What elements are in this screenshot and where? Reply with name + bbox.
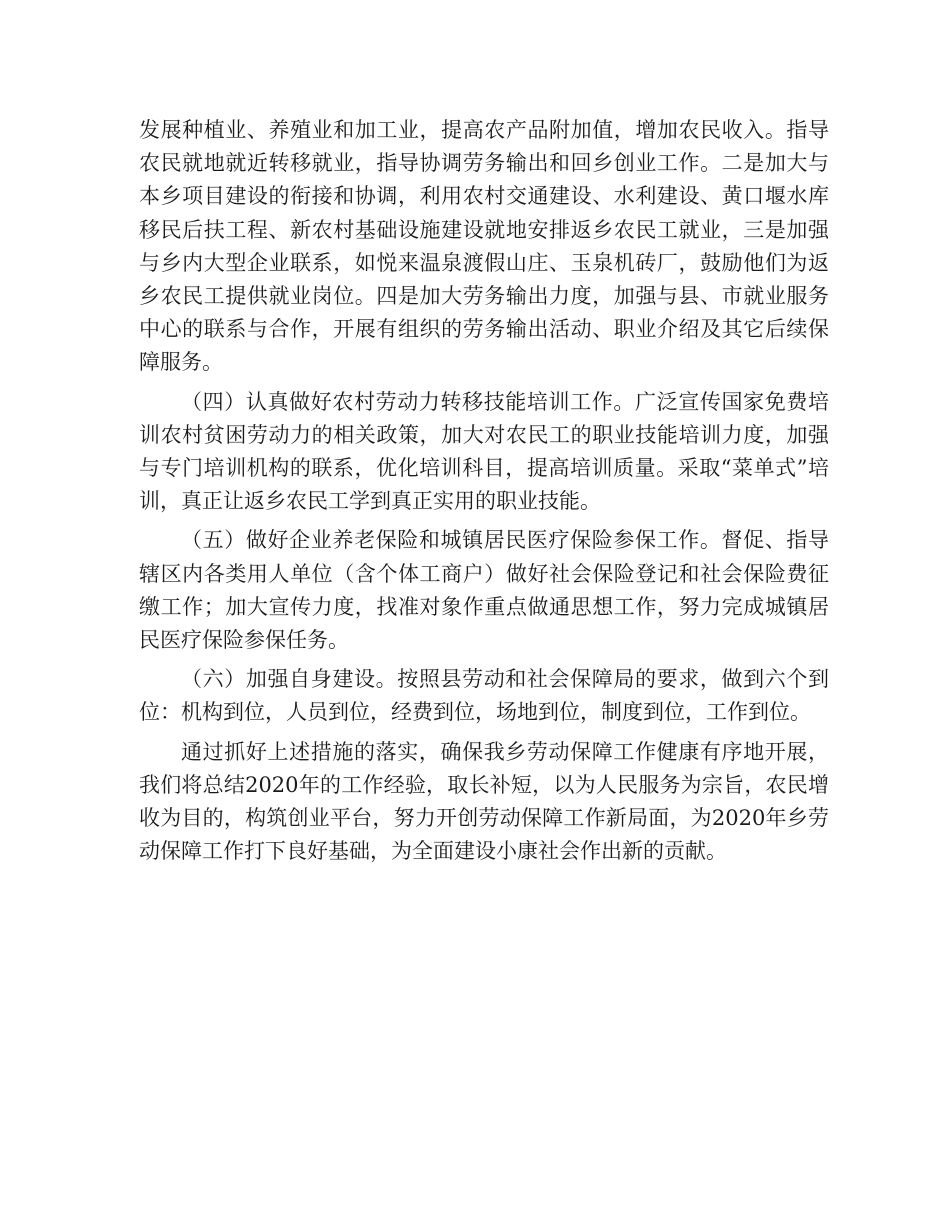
document-body (139, 114, 829, 868)
paragraph-insurance: （五）做好企业养老保险和城镇居民医疗保险参保工作。督促、指导辖区内各类用人单位（含个体工商户）做好社会保险登记和社会保险费征缴工作；加大宣传力度，找准对象作重点做通思想工作，努力完成城镇居民医疗保险参保任务。 (139, 528, 829, 653)
paragraph-skills-training: （四）认真做好农村劳动力转移技能培训工作。广泛宣传国家免费培训农村贫困劳动力的相关政策，加大对农民工的职业技能培训力度，加强与专门培训机构的联系，优化培训科目，提高培训质量。采取“菜单式”培训，真正让返乡农民工学到真正实用的职业技能。 (139, 389, 829, 514)
paragraph-conclusion: 通过抓好上述措施的落实，确保我乡劳动保障工作健康有序地开展，我们将总结2020年的工作经验，取长补短，以为人民服务为宗旨，农民增收为目的，构筑创业平台，努力开创劳动保障工作新局面，为2020年乡劳动保障工作打下良好基础，为全面建设小康社会作出新的贡献。 (139, 739, 829, 864)
paragraph-continuation: 发展种植业、养殖业和加工业，提高农产品附加值，增加农民收入。指导农民就地就近转移就业，指导协调劳务输出和回乡创业工作。二是加大与本乡项目建设的衔接和协调，利用农村交通建设、水利建设、黄口堰水库移民后扶工程、新农村基础设施建设就地安排返乡农民工就业，三是加强与乡内大型企业联系，如悦来温泉渡假山庄、玉泉机砖厂，鼓励他们为返乡农民工提供就业岗位。四是加大劳务输出力度，加强与县、市就业服务中心的联系与合作，开展有组织的劳务输出活动、职业介绍及其它后续保障服务。 (139, 118, 829, 375)
paragraph-self-building: （六）加强自身建设。按照县劳动和社会保障局的要求，做到六个到位：机构到位，人员到位，经费到位，场地到位，制度到位，工作到位。 (139, 667, 829, 725)
